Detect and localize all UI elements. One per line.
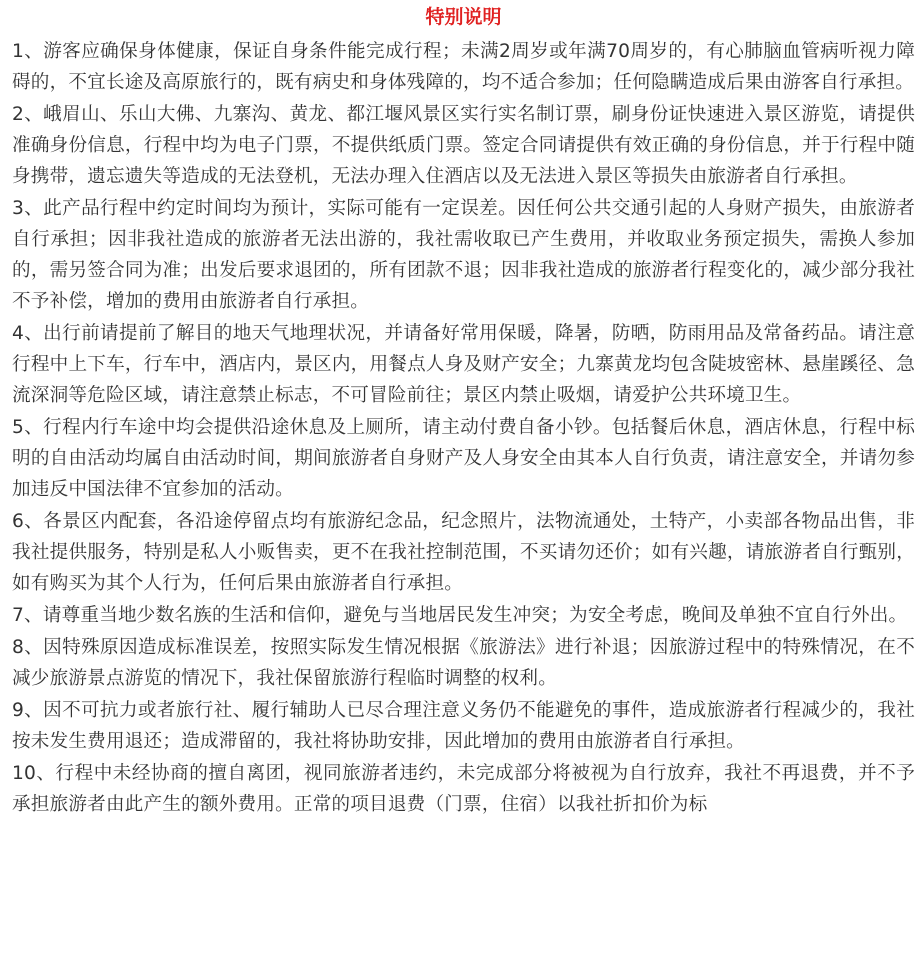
notice-item-3: 3、此产品行程中约定时间均为预计，实际可能有一定误差。因任何公共交通引起的人身财产损失，由旅游者自行承担；因非我社造成的旅游者无法出游的，我社需收取已产生费用，并收取业务预定损失，需换人参加的，需另签合同为准；出发后要求退团的，所有团款不退；因非我社造成的旅游者行程变化的，减少部分我社不予补偿，增加的费用由旅游者自行承担。 <box>12 198 915 312</box>
notice-list <box>12 36 915 820</box>
notice-item-8: 8、因特殊原因造成标准误差，按照实际发生情况根据《旅游法》进行补退；因旅游过程中的特殊情况，在不减少旅游景点游览的情况下，我社保留旅游行程临时调整的权利。 <box>12 637 915 689</box>
document-title: 特别说明 <box>425 6 502 28</box>
notice-item-7: 7、请尊重当地少数名族的生活和信仰，避免与当地居民发生冲突；为安全考虑，晚间及单独不宜自行外出。 <box>12 605 908 626</box>
notice-item-4: 4、出行前请提前了解目的地天气地理状况，并请备好常用保暖，降暑，防晒，防雨用品及常备药品。请注意行程中上下车，行车中，酒店内，景区内，用餐点人身及财产安全；九寨黄龙均包含陡坡密林、悬崖蹊径、急流深洞等危险区域，请注意禁止标志，不可冒险前往；景区内禁止吸烟，请爱护公共环境卫生。 <box>12 323 915 406</box>
notice-item-6: 6、各景区内配套，各沿途停留点均有旅游纪念品，纪念照片，法物流通处，土特产，小卖部各物品出售，非我社提供服务，特别是私人小贩售卖，更不在我社控制范围，不买请勿还价；如有兴趣，请旅游者自行甄别，如有购买为其个人行为，任何后果由旅游者自行承担。 <box>12 511 915 594</box>
notice-item-10: 10、行程中未经协商的擅自离团，视同旅游者违约，未完成部分将被视为自行放弃，我社不再退费，并不予承担旅游者由此产生的额外费用。正常的项目退费（门票，住宿）以我社折扣价为标 <box>12 763 915 815</box>
notice-item-1: 1、游客应确保身体健康，保证自身条件能完成行程；未满2周岁或年满70周岁的，有心肺脑血管病听视力障碍的，不宜长途及高原旅行的，既有病史和身体残障的，均不适合参加；任何隐瞒造成后果由游客自行承担。 <box>12 41 915 93</box>
notice-item-5: 5、行程内行车途中均会提供沿途休息及上厕所，请主动付费自备小钞。包括餐后休息，酒店休息，行程中标明的自由活动均属自由活动时间，期间旅游者自身财产及人身安全由其本人自行负责，请注意安全，并请勿参加违反中国法律不宜参加的活动。 <box>12 417 915 500</box>
notice-item-9: 9、因不可抗力或者旅行社、履行辅助人已尽合理注意义务仍不能避免的事件，造成旅游者行程减少的，我社按未发生费用退还；造成滞留的，我社将协助安排，因此增加的费用由旅游者自行承担。 <box>12 700 915 752</box>
notice-item-2: 2、峨眉山、乐山大佛、九寨沟、黄龙、都江堰风景区实行实名制订票，刷身份证快速进入景区游览，请提供准确身份信息，行程中均为电子门票，不提供纸质门票。签定合同请提供有效正确的身份信息，并于行程中随身携带，遗忘遗失等造成的无法登机，无法办理入住酒店以及无法进入景区等损失由旅游者自行承担。 <box>12 104 915 187</box>
